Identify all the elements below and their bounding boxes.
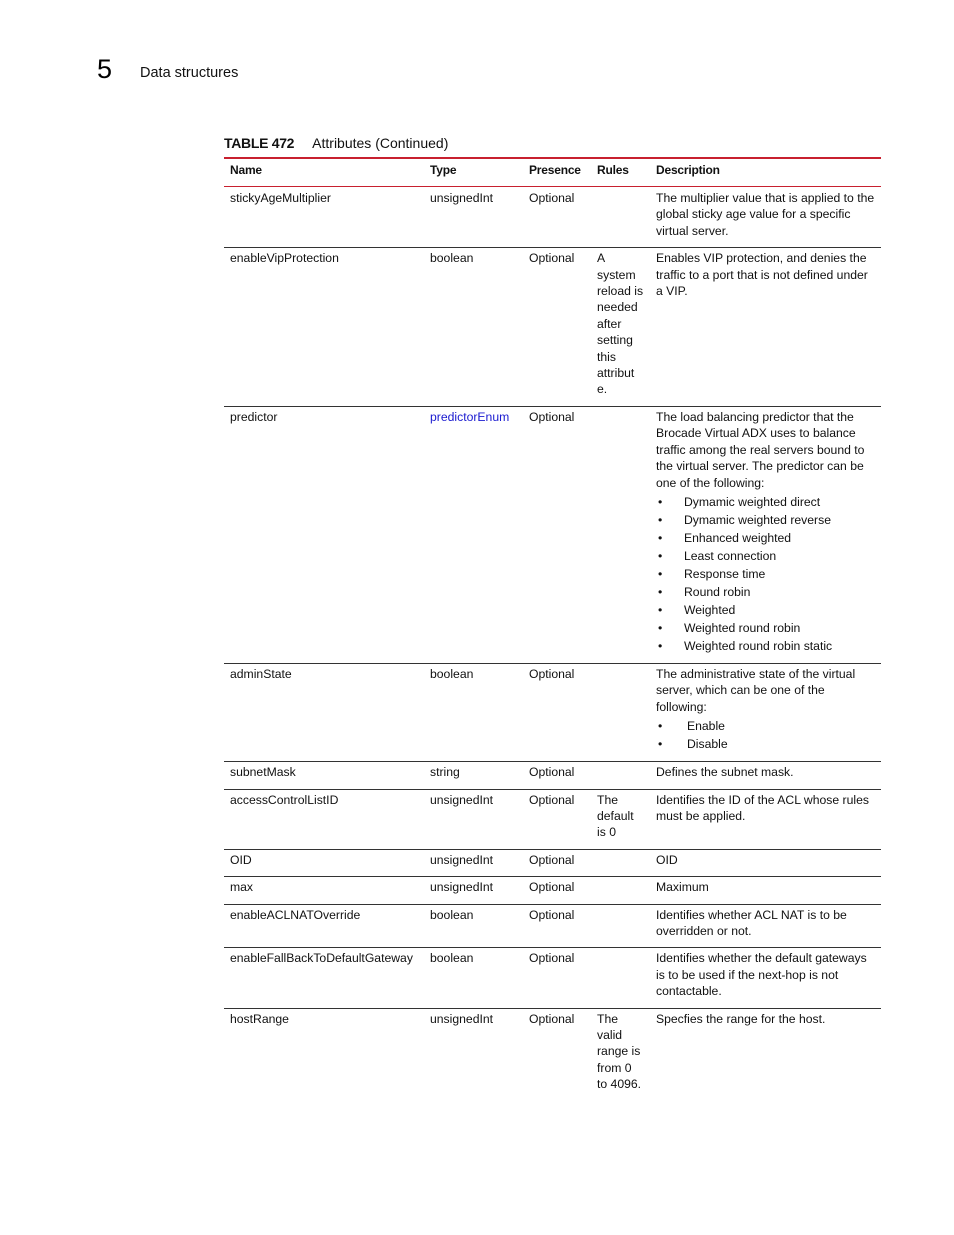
cell-presence: Optional [523,789,591,849]
description-text: The load balancing predictor that the Brocade Virtual ADX uses to balance traffic among the real servers bound to the virtual server. The predictor can be one of the following: [656,409,865,490]
cell-rules: The valid range is from 0 to 4096. [597,1011,642,1092]
cell-description: Identifies whether ACL NAT is to be overridden or not. [650,904,881,948]
cell-presence: Optional [523,406,591,663]
list-item: • Weighted round robin static [656,637,875,655]
list-item: • Dymamic weighted reverse [656,511,875,529]
column-header-presence: Presence [523,158,591,187]
cell-name: enableACLNATOverride [224,904,424,948]
list-item: • Weighted round robin [656,619,875,637]
description-text: The administrative state of the virtual server, which can be one of the following: [656,666,856,714]
cell-type: unsignedInt [430,1011,494,1026]
cell-type: unsignedInt [424,789,523,849]
table-title: Attributes (Continued) [312,135,449,151]
table-row [224,1008,881,1101]
column-header-description: Description [650,158,881,187]
cell-rules: The default is 0 [591,789,650,849]
cell-type: boolean [424,904,523,948]
cell-type: unsignedInt [424,877,523,904]
cell-description: The multiplier value that is applied to the global sticky age value for a specific virtual server. [650,187,881,248]
cell-description: Specfies the range for the host. [656,1011,826,1026]
cell-description: Defines the subnet mask. [650,762,881,789]
cell-type [424,406,523,663]
cell-presence: Optional [529,1011,575,1026]
cell-rules [591,663,650,761]
table-row [224,789,881,849]
cell-type: boolean [424,663,523,761]
column-header-name: Name [224,158,424,187]
cell-name: enableVipProtection [224,248,424,407]
table-row [224,762,881,789]
cell-rules [591,762,650,789]
cell-type: boolean [424,948,523,1008]
table-row [224,904,881,948]
cell-name: accessControlListID [224,789,424,849]
cell-name: predictor [224,406,424,663]
list-item: • Least connection [656,547,875,565]
cell-name: enableFallBackToDefaultGateway [224,948,424,1008]
cell-name: max [224,877,424,904]
cell-presence: Optional [523,904,591,948]
cell-rules [591,406,650,663]
list-item: • Response time [656,565,875,583]
cell-description: Identifies whether the default gateways is to be used if the next-hop is not contactable. [650,948,881,1008]
cell-type: unsignedInt [424,187,523,248]
column-header-type: Type [424,158,523,187]
table-number: TABLE 472 [224,135,295,151]
cell-rules [591,904,650,948]
table-header-row [224,158,881,187]
chapter-title: Data structures [140,65,239,81]
cell-name: subnetMask [224,762,424,789]
table-row [224,248,881,407]
chapter-number: 5 [97,54,113,84]
cell-presence: Optional [523,663,591,761]
cell-rules [591,877,650,904]
cell-rules [591,849,650,876]
cell-name: adminState [224,663,424,761]
cell-rules [591,187,650,248]
cell-presence: Optional [523,948,591,1008]
list-item: • Dymamic weighted direct [656,493,875,511]
list-item: • Disable [656,735,875,753]
attributes-table [224,157,881,1101]
cell-description: Enables VIP protection, and denies the traffic to a port that is not defined under a VIP. [650,248,881,407]
column-header-rules: Rules [591,158,650,187]
cell-presence: Optional [523,762,591,789]
list-item: • Enable [656,717,875,735]
cell-presence: Optional [523,248,591,407]
table-row [224,849,881,876]
table-row [224,663,881,761]
cell-name: stickyAgeMultiplier [224,187,424,248]
table-row [224,187,881,248]
predictor-enum-link[interactable]: predictorEnum [430,409,510,424]
cell-type: unsignedInt [424,849,523,876]
list-item: • Weighted [656,601,875,619]
cell-presence: Optional [523,187,591,248]
cell-description: Identifies the ID of the ACL whose rules must be applied. [650,789,881,849]
cell-presence: Optional [523,877,591,904]
table-row [224,406,881,663]
cell-description [650,663,881,761]
cell-description: OID [650,849,881,876]
table-row [224,948,881,1008]
predictor-list [656,493,875,655]
cell-type: string [424,762,523,789]
cell-type: boolean [424,248,523,407]
cell-rules [591,948,650,1008]
table-row [224,877,881,904]
cell-description: Maximum [650,877,881,904]
admin-state-list [656,717,875,753]
cell-name: OID [224,849,424,876]
list-item: • Enhanced weighted [656,529,875,547]
list-item: • Round robin [656,583,875,601]
table-caption [224,135,448,151]
cell-name: hostRange [230,1011,289,1026]
cell-presence: Optional [523,849,591,876]
cell-description [650,406,881,663]
cell-rules: A system reload is needed after setting this attribut e. [591,248,650,407]
